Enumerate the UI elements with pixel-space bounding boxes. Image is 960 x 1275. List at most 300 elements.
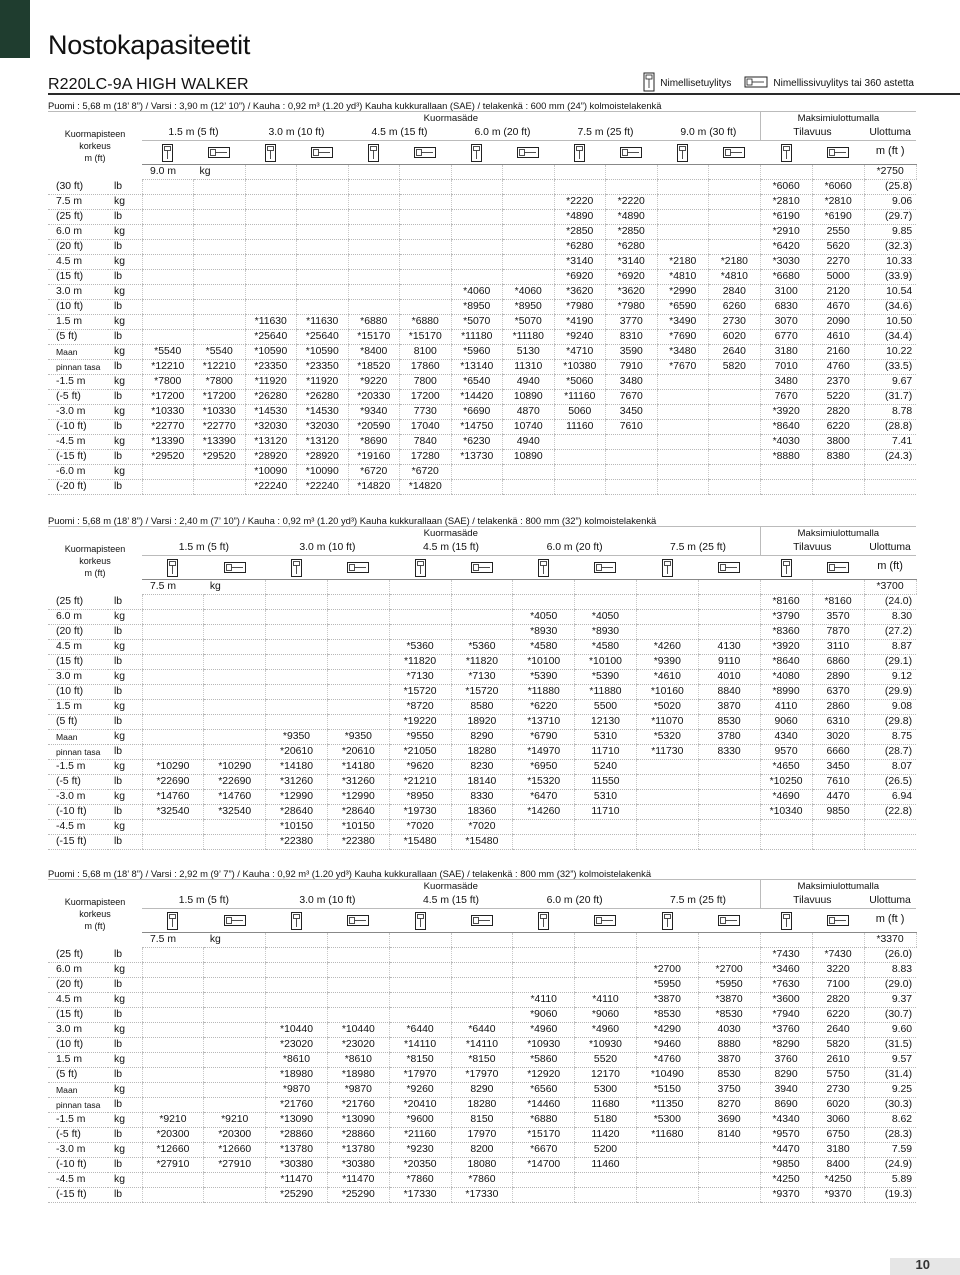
row-height-label: (-10 ft) xyxy=(48,420,108,435)
table-cell xyxy=(709,420,761,435)
side-lift-icon xyxy=(709,141,761,165)
table-cell: *14260 xyxy=(513,805,575,820)
side-lift-icon xyxy=(194,141,246,165)
max-reach-header: Maksimiulottumalla xyxy=(760,527,916,540)
table-cell: *5960 xyxy=(451,345,503,360)
table-cell xyxy=(575,933,637,948)
table-cell: 17860 xyxy=(400,360,452,375)
table-cell xyxy=(297,180,349,195)
table-cell: *10290 xyxy=(204,760,266,775)
table-cell xyxy=(636,775,698,790)
table-row xyxy=(48,375,916,390)
table-cell: 10.22 xyxy=(864,345,916,360)
table-cell: *26280 xyxy=(297,390,349,405)
table-cell xyxy=(400,255,452,270)
table-cell: *2850 xyxy=(554,225,606,240)
front-lift-icon xyxy=(266,909,328,933)
table-cell: 11550 xyxy=(575,775,637,790)
table-cell: (31.5) xyxy=(864,1038,916,1053)
table-cell: *6950 xyxy=(513,760,575,775)
table-cell: *9460 xyxy=(636,1038,698,1053)
table-row xyxy=(48,610,916,625)
table-cell: 8580 xyxy=(451,700,513,715)
table-cell xyxy=(451,625,513,640)
table-cell: 2820 xyxy=(812,993,864,1008)
table-cell: *9350 xyxy=(327,730,389,745)
table-row xyxy=(48,745,916,760)
table-cell xyxy=(266,715,328,730)
row-unit-label: kg xyxy=(204,580,266,595)
table-cell: *19220 xyxy=(389,715,451,730)
table-cell xyxy=(142,1098,204,1113)
table-cell xyxy=(142,255,194,270)
table-row xyxy=(48,240,916,255)
row-height-label: (25 ft) xyxy=(48,595,108,610)
table-cell xyxy=(142,1083,204,1098)
row-unit-label: lb xyxy=(108,180,142,195)
table-cell xyxy=(204,715,266,730)
table-cell: *10290 xyxy=(142,760,204,775)
row-unit-label: kg xyxy=(108,610,142,625)
table-cell xyxy=(864,465,916,480)
table-row xyxy=(48,1143,916,1158)
table-cell: *3140 xyxy=(606,255,658,270)
table-cell: 4870 xyxy=(503,405,555,420)
table-cell: *6670 xyxy=(513,1143,575,1158)
row-unit-label: lb xyxy=(108,300,142,315)
table-cell: *4110 xyxy=(575,993,637,1008)
table-cell xyxy=(297,300,349,315)
table-cell: 2890 xyxy=(812,670,864,685)
max-reach-header: Maksimiulottumalla xyxy=(760,880,916,893)
table-cell: 5500 xyxy=(575,700,637,715)
side-lift-icon xyxy=(297,141,349,165)
front-lift-icon xyxy=(760,141,812,165)
table-cell: *8290 xyxy=(760,1038,812,1053)
table-cell: *7630 xyxy=(760,978,812,993)
row-height-label: (15 ft) xyxy=(48,1008,108,1023)
table-cell: *12210 xyxy=(194,360,246,375)
table-cell: *2220 xyxy=(606,195,658,210)
row-unit-label: lb xyxy=(108,1158,142,1173)
row-unit-label: kg xyxy=(108,1173,142,1188)
table-cell: 8270 xyxy=(698,1098,760,1113)
table-row xyxy=(48,993,916,1008)
table-cell: *3620 xyxy=(606,285,658,300)
table-cell xyxy=(636,580,698,595)
table-cell: *4250 xyxy=(760,1173,812,1188)
table-cell: *9240 xyxy=(554,330,606,345)
table-cell xyxy=(327,948,389,963)
table-cell xyxy=(636,1173,698,1188)
row-unit-label: kg xyxy=(108,225,142,240)
table-cell xyxy=(142,685,204,700)
table-cell: 2640 xyxy=(812,1023,864,1038)
table-cell: *8950 xyxy=(503,300,555,315)
table-cell: *10930 xyxy=(513,1038,575,1053)
table-cell: *4580 xyxy=(513,640,575,655)
table-cell: (32.3) xyxy=(864,240,916,255)
table-cell xyxy=(389,933,451,948)
table-cell: (30.3) xyxy=(864,1098,916,1113)
table-cell: *14530 xyxy=(245,405,297,420)
table-cell xyxy=(709,180,761,195)
row-height-label: -6.0 m xyxy=(48,465,108,480)
table-cell xyxy=(348,225,400,240)
table-cell xyxy=(204,625,266,640)
table-cell: 3220 xyxy=(812,963,864,978)
table-cell xyxy=(142,1068,204,1083)
side-lift-icon xyxy=(698,556,760,580)
configuration-note: Puomi : 5,68 m (18’ 8”) / Varsi : 2,40 m (7’ 10”) / Kauha : 0,92 m³ (1.20 yd³) Kauha kukkurallaan (SAE) / telakenkä : 800 mm (32”) kolmoistelakenkä xyxy=(48,515,657,526)
row-unit-label: kg xyxy=(108,1143,142,1158)
front-lift-icon xyxy=(142,909,204,933)
table-cell xyxy=(266,685,328,700)
table-cell xyxy=(389,580,451,595)
table-cell xyxy=(142,948,204,963)
table-cell: 8310 xyxy=(606,330,658,345)
table-cell: *5860 xyxy=(513,1053,575,1068)
table-cell: *2990 xyxy=(657,285,709,300)
table-cell: *27910 xyxy=(142,1158,204,1173)
table-cell xyxy=(266,948,328,963)
table-cell: 6.94 xyxy=(864,790,916,805)
table-cell xyxy=(698,610,760,625)
table-cell: *6540 xyxy=(451,375,503,390)
table-cell xyxy=(142,1023,204,1038)
table-cell xyxy=(451,480,503,495)
table-cell: *11470 xyxy=(327,1173,389,1188)
table-row xyxy=(48,790,916,805)
table-cell: *8360 xyxy=(760,625,812,640)
table-cell: *10150 xyxy=(266,820,328,835)
table-cell xyxy=(698,790,760,805)
table-cell: *7020 xyxy=(389,820,451,835)
row-height-label: (20 ft) xyxy=(48,978,108,993)
row-height-label: -1.5 m xyxy=(48,760,108,775)
table-cell xyxy=(297,165,349,180)
table-cell: *12660 xyxy=(204,1143,266,1158)
row-unit-label: lb xyxy=(108,270,142,285)
table-cell xyxy=(327,595,389,610)
row-unit-label: kg xyxy=(108,1113,142,1128)
radius-header: 6.0 m (20 ft) xyxy=(513,540,637,556)
capacity-header: Tilavuus xyxy=(760,125,864,141)
table-cell: *10100 xyxy=(575,655,637,670)
table-cell: *5070 xyxy=(503,315,555,330)
legend-side-label: Nimellissivuylitys tai 360 astetta xyxy=(773,78,914,89)
table-cell xyxy=(204,835,266,850)
table-row xyxy=(48,670,916,685)
table-cell xyxy=(760,835,812,850)
table-cell xyxy=(709,450,761,465)
row-unit-label: kg xyxy=(108,993,142,1008)
table-cell xyxy=(327,625,389,640)
table-cell: *5540 xyxy=(194,345,246,360)
table-cell: *22240 xyxy=(245,480,297,495)
table-cell: *22770 xyxy=(142,420,194,435)
table-cell: *7980 xyxy=(606,300,658,315)
table-cell: *22690 xyxy=(142,775,204,790)
row-height-label: (25 ft) xyxy=(48,948,108,963)
table-cell xyxy=(575,948,637,963)
front-lift-icon xyxy=(760,909,812,933)
height-header-line: korkeus xyxy=(79,908,111,919)
table-cell xyxy=(327,700,389,715)
table-cell xyxy=(266,655,328,670)
table-cell: (29.7) xyxy=(864,210,916,225)
row-height-label: -1.5 m xyxy=(48,1113,108,1128)
table-cell xyxy=(698,805,760,820)
table-row xyxy=(48,1008,916,1023)
table-cell: (29.8) xyxy=(864,715,916,730)
table-cell xyxy=(698,775,760,790)
table-row xyxy=(48,595,916,610)
table-cell: *7020 xyxy=(451,820,513,835)
table-cell xyxy=(575,820,637,835)
table-cell xyxy=(606,435,658,450)
table-cell: 8200 xyxy=(451,1143,513,1158)
table-cell: *19160 xyxy=(348,450,400,465)
table-cell xyxy=(698,1158,760,1173)
table-cell: 4610 xyxy=(812,330,864,345)
reach-header: Ulottuma xyxy=(864,893,916,909)
table-cell: 12130 xyxy=(575,715,637,730)
row-unit-label: kg xyxy=(108,820,142,835)
table-cell xyxy=(709,465,761,480)
row-unit-label: kg xyxy=(108,963,142,978)
side-lift-icon xyxy=(812,141,864,165)
table-cell: *2700 xyxy=(698,963,760,978)
table-cell xyxy=(142,745,204,760)
table-cell: *22770 xyxy=(194,420,246,435)
table-cell: *15170 xyxy=(400,330,452,345)
table-cell: *5540 xyxy=(142,345,194,360)
table-cell xyxy=(451,595,513,610)
table-cell: *4340 xyxy=(760,1113,812,1128)
table-cell: 7.41 xyxy=(864,435,916,450)
table-cell: *8610 xyxy=(327,1053,389,1068)
table-cell: 6370 xyxy=(812,685,864,700)
table-cell xyxy=(451,933,513,948)
table-cell xyxy=(204,1038,266,1053)
table-cell xyxy=(709,435,761,450)
capacity-table-2 xyxy=(48,515,916,850)
table-cell: *15720 xyxy=(451,685,513,700)
row-height-label: 7.5 m xyxy=(142,933,204,948)
table-cell: *8950 xyxy=(389,790,451,805)
radius-header: 4.5 m (15 ft) xyxy=(389,540,513,556)
table-cell xyxy=(503,195,555,210)
table-row xyxy=(48,625,916,640)
table-cell: *6880 xyxy=(400,315,452,330)
front-lift-icon xyxy=(142,556,204,580)
table-cell xyxy=(266,1008,328,1023)
table-cell: 8230 xyxy=(451,760,513,775)
table-cell: *32030 xyxy=(245,420,297,435)
table-cell: (24.0) xyxy=(864,595,916,610)
row-unit-label: kg xyxy=(108,435,142,450)
row-unit-label: lb xyxy=(108,450,142,465)
table-cell: 8880 xyxy=(698,1038,760,1053)
row-height-label: -4.5 m xyxy=(48,820,108,835)
table-cell: *7690 xyxy=(657,330,709,345)
table-cell: *6280 xyxy=(554,240,606,255)
table-cell: 9110 xyxy=(698,655,760,670)
table-cell xyxy=(554,165,606,180)
table-cell xyxy=(204,640,266,655)
table-cell xyxy=(204,1188,266,1203)
table-cell: 9570 xyxy=(760,745,812,760)
row-unit-label: lb xyxy=(108,390,142,405)
table-cell: 3100 xyxy=(760,285,812,300)
table-cell xyxy=(709,375,761,390)
table-cell: 6220 xyxy=(812,420,864,435)
table-cell xyxy=(142,1053,204,1068)
table-cell xyxy=(245,180,297,195)
table-row xyxy=(48,805,916,820)
table-cell: 4340 xyxy=(760,730,812,745)
table-cell: *19730 xyxy=(389,805,451,820)
table-cell: *4290 xyxy=(636,1023,698,1038)
table-cell: 9.60 xyxy=(864,1023,916,1038)
row-height-label: (10 ft) xyxy=(48,685,108,700)
table-cell: (28.7) xyxy=(864,745,916,760)
table-cell xyxy=(142,240,194,255)
table-cell: *14750 xyxy=(451,420,503,435)
table-cell xyxy=(204,670,266,685)
side-lift-icon xyxy=(606,141,658,165)
radius-header: 3.0 m (10 ft) xyxy=(266,540,390,556)
table-cell: 8.07 xyxy=(864,760,916,775)
table-cell: *14460 xyxy=(513,1098,575,1113)
row-unit-label: kg xyxy=(108,315,142,330)
table-cell: *6720 xyxy=(348,465,400,480)
table-cell: *9260 xyxy=(389,1083,451,1098)
legend xyxy=(643,72,914,95)
table-cell: *5950 xyxy=(636,978,698,993)
capacity-header: Tilavuus xyxy=(760,893,864,909)
table-cell xyxy=(812,933,864,948)
table-cell: (31.7) xyxy=(864,390,916,405)
row-height-label: (-5 ft) xyxy=(48,1128,108,1143)
row-unit-label: kg xyxy=(108,760,142,775)
table-cell: 8530 xyxy=(698,715,760,730)
table-cell: *6920 xyxy=(606,270,658,285)
table-cell xyxy=(657,465,709,480)
table-cell xyxy=(389,993,451,1008)
table-cell: *9210 xyxy=(142,1113,204,1128)
table-cell xyxy=(709,405,761,420)
table-cell: 3180 xyxy=(812,1143,864,1158)
table-cell: 18920 xyxy=(451,715,513,730)
table-row xyxy=(48,655,916,670)
table-cell: *10150 xyxy=(327,820,389,835)
table-cell xyxy=(204,1023,266,1038)
table-cell: *2180 xyxy=(709,255,761,270)
table-cell: *3790 xyxy=(760,610,812,625)
table-cell: 5310 xyxy=(575,790,637,805)
table-cell: *6060 xyxy=(812,180,864,195)
table-cell xyxy=(245,270,297,285)
table-cell: 5820 xyxy=(812,1038,864,1053)
table-cell xyxy=(142,993,204,1008)
table-cell xyxy=(297,270,349,285)
table-row xyxy=(48,420,916,435)
table-cell xyxy=(554,180,606,195)
table-cell: 2270 xyxy=(812,255,864,270)
table-cell xyxy=(194,180,246,195)
table-cell: 7870 xyxy=(812,625,864,640)
table-cell: *13390 xyxy=(194,435,246,450)
table-cell: *6060 xyxy=(760,180,812,195)
table-cell: 8530 xyxy=(698,1068,760,1083)
table-cell xyxy=(812,165,864,180)
table-cell xyxy=(142,655,204,670)
table-cell xyxy=(636,1158,698,1173)
row-height-label: (-10 ft) xyxy=(48,1158,108,1173)
table-cell: *6470 xyxy=(513,790,575,805)
row-height-label: -3.0 m xyxy=(48,790,108,805)
table-cell: 8100 xyxy=(400,345,452,360)
front-lift-icon xyxy=(245,141,297,165)
height-header-line: m (ft) xyxy=(84,152,106,163)
table-cell xyxy=(266,700,328,715)
table-cell: *9210 xyxy=(204,1113,266,1128)
table-cell: 11710 xyxy=(575,745,637,760)
table-cell: *8720 xyxy=(389,700,451,715)
table-cell xyxy=(657,450,709,465)
table-cell xyxy=(142,285,194,300)
table-row xyxy=(48,715,916,730)
table-cell xyxy=(194,330,246,345)
table-row xyxy=(48,450,916,465)
table-cell: 7010 xyxy=(760,360,812,375)
table-cell: *8990 xyxy=(760,685,812,700)
table-cell: *5360 xyxy=(451,640,513,655)
row-unit-label: kg xyxy=(204,933,266,948)
height-header-line: Kuormapisteen xyxy=(64,128,126,139)
table-cell: *28860 xyxy=(327,1128,389,1143)
table-cell: *7980 xyxy=(554,300,606,315)
row-unit-label: kg xyxy=(108,1053,142,1068)
table-cell: *7670 xyxy=(657,360,709,375)
row-height-label: (25 ft) xyxy=(48,210,108,225)
table-cell: 3070 xyxy=(760,315,812,330)
table-cell xyxy=(348,180,400,195)
table-row xyxy=(48,775,916,790)
table-cell xyxy=(554,480,606,495)
row-unit-label: kg xyxy=(108,640,142,655)
table-cell: 4010 xyxy=(698,670,760,685)
table-cell xyxy=(348,240,400,255)
table-row xyxy=(48,1113,916,1128)
table-cell: *4960 xyxy=(575,1023,637,1038)
table-cell xyxy=(513,1173,575,1188)
table-cell xyxy=(554,435,606,450)
table-cell xyxy=(142,210,194,225)
table-cell xyxy=(204,745,266,760)
table-cell: *4580 xyxy=(575,640,637,655)
table-cell: *2750 xyxy=(864,165,916,180)
table-cell: (28.3) xyxy=(864,1128,916,1143)
radius-header: 1.5 m (5 ft) xyxy=(142,540,266,556)
table-cell xyxy=(657,390,709,405)
table-cell xyxy=(266,610,328,625)
table-cell: 11680 xyxy=(575,1098,637,1113)
table-cell xyxy=(513,835,575,850)
row-height-label: 6.0 m xyxy=(48,225,108,240)
